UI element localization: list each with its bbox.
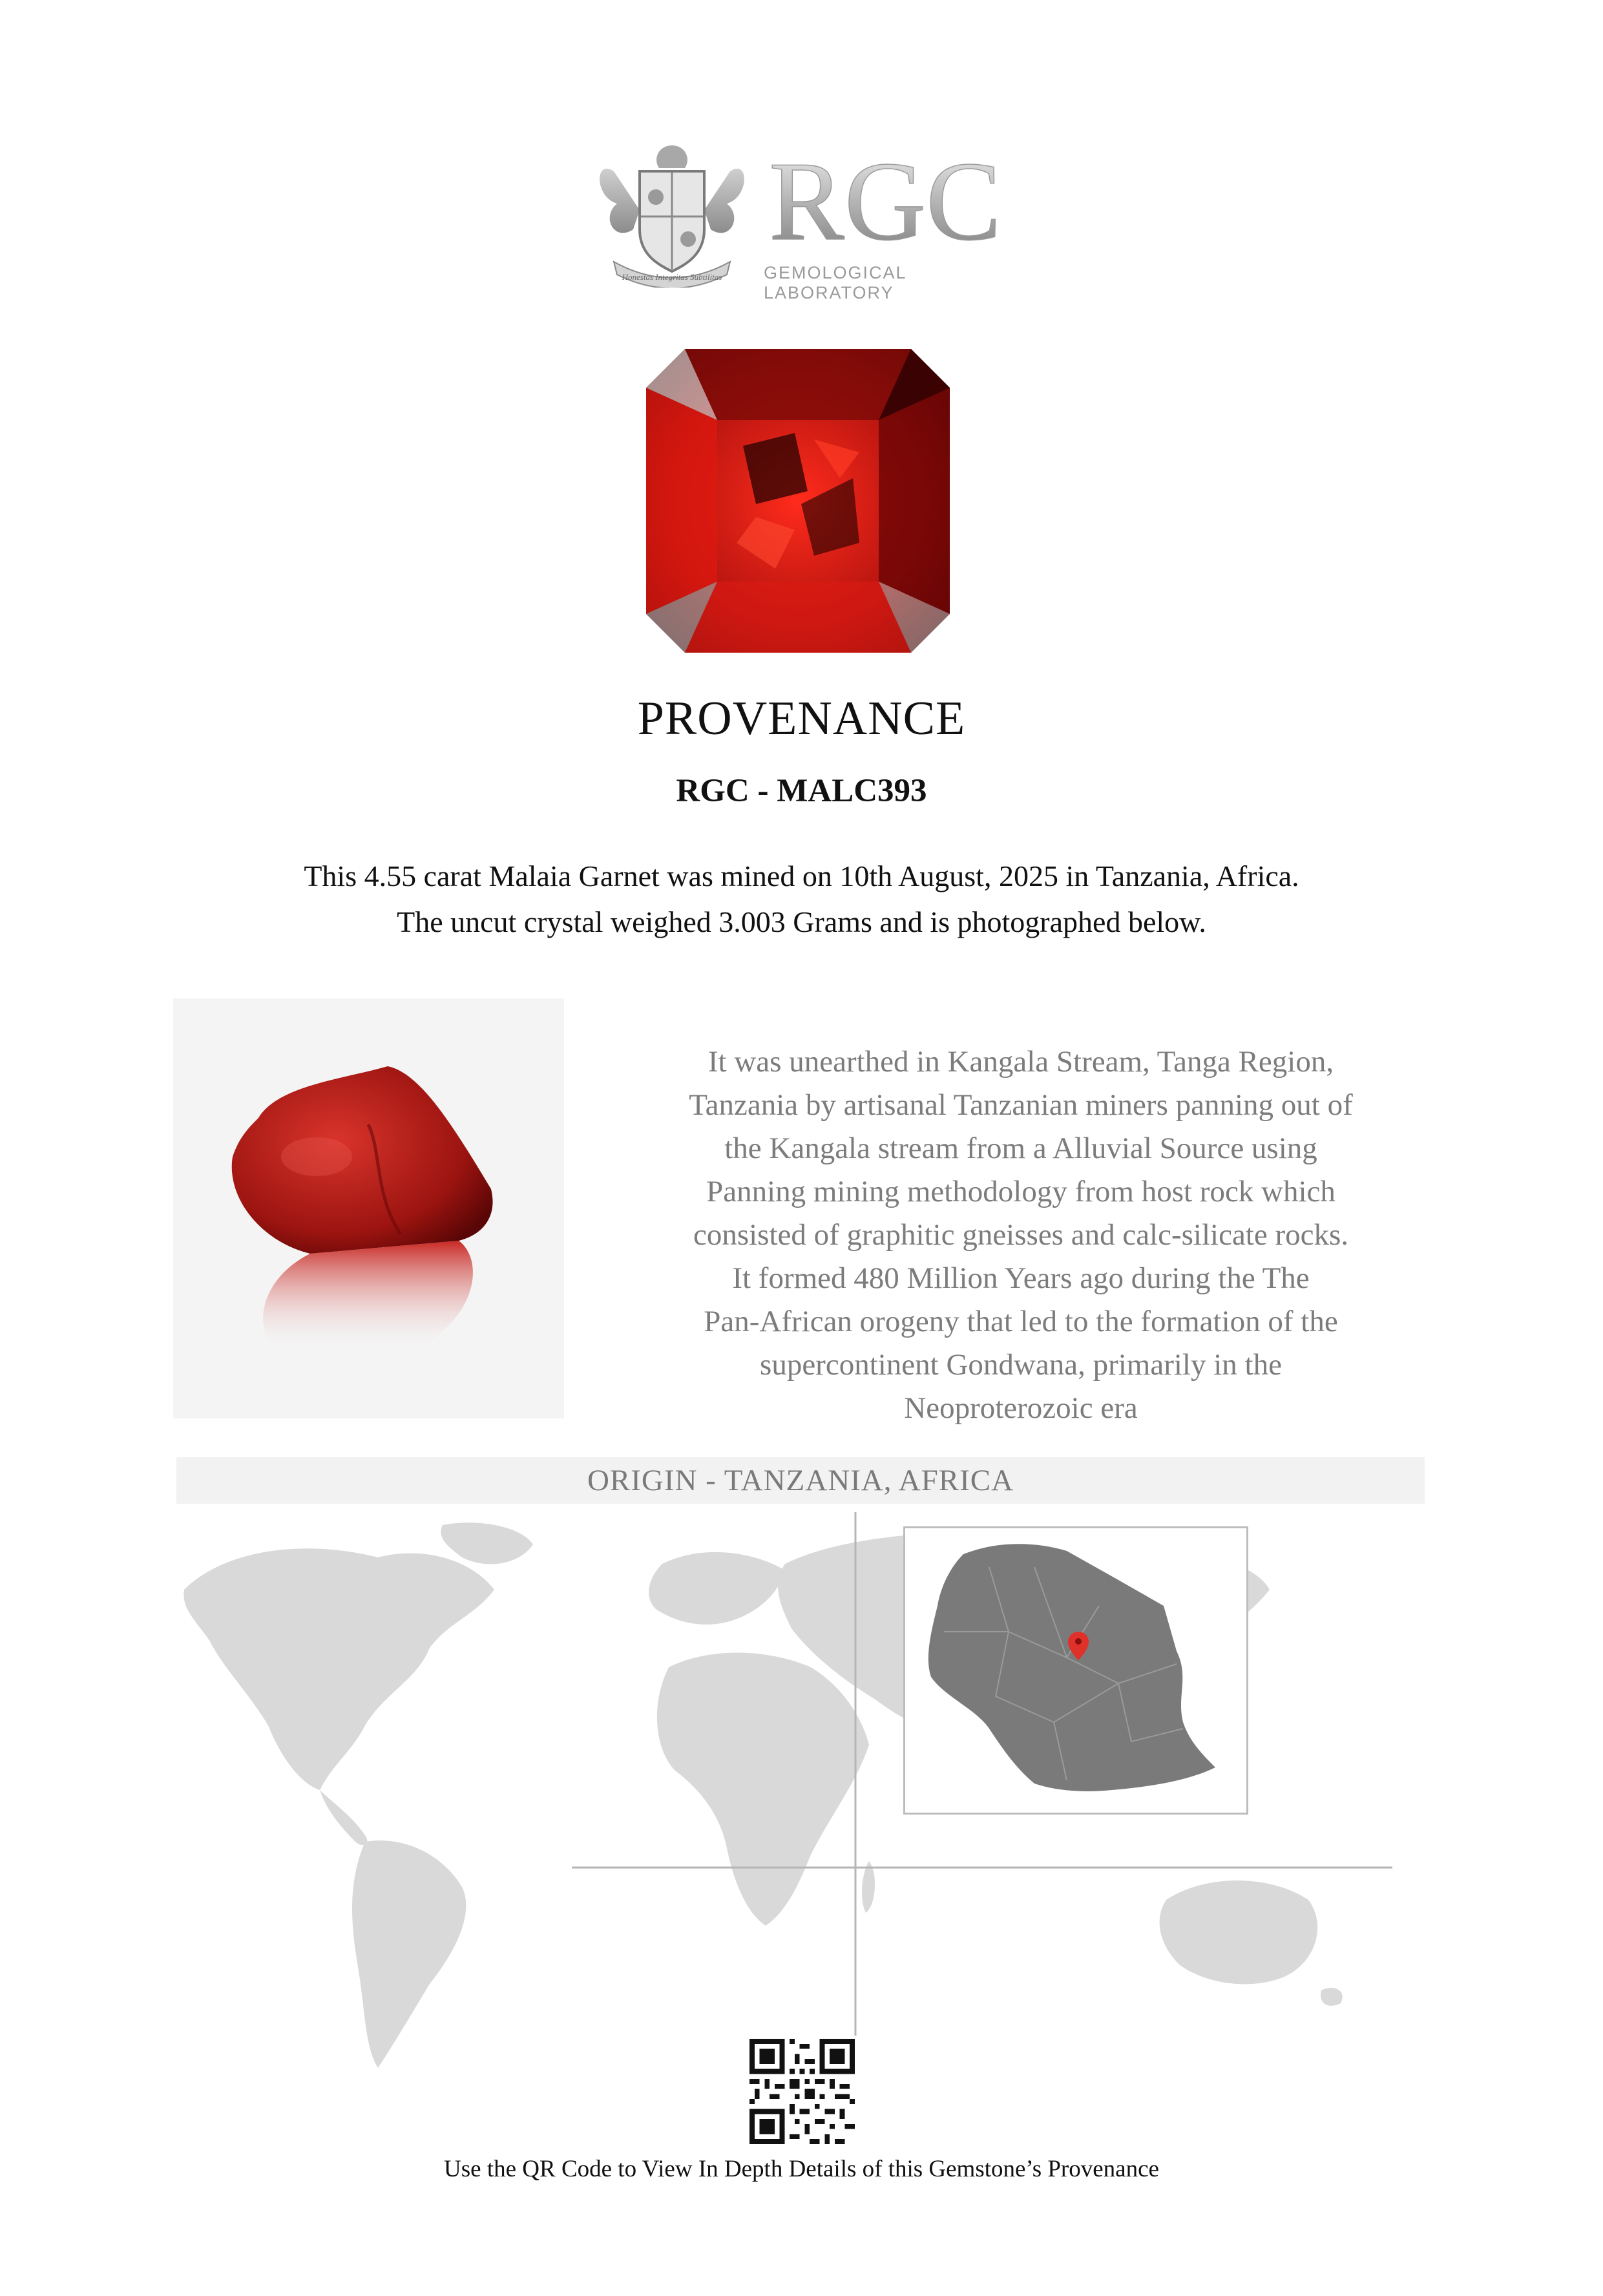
- new-zealand-shape: [1321, 1988, 1343, 2006]
- tanzania-shape: [928, 1544, 1215, 1791]
- qr-caption: Use the QR Code to View In Depth Details of this Gemstone’s Provenance: [444, 2156, 1159, 2182]
- north-america-shape: [183, 1548, 494, 1790]
- qr-code-icon[interactable]: [749, 2039, 855, 2144]
- description-line: the Kangala stream from a Alluvial Source using: [724, 1132, 1317, 1165]
- origin-label: ORIGIN - TANZANIA, AFRICA: [587, 1464, 1014, 1497]
- description-line: Neoproterozoic era: [904, 1391, 1138, 1425]
- madagascar-shape: [862, 1861, 875, 1913]
- greenland-shape: [441, 1522, 533, 1564]
- africa-shape: [657, 1653, 869, 1926]
- description-line: It formed 480 Million Years ago during the The: [732, 1261, 1310, 1295]
- description-line: Tanzania by artisanal Tanzanian miners panning out of: [689, 1088, 1353, 1122]
- rgc-logo: [588, 126, 1008, 300]
- page-title: PROVENANCE: [637, 692, 966, 745]
- intro-line-2: The uncut crystal weighed 3.003 Grams and is photographed below.: [397, 905, 1206, 938]
- tanzania-inset-map: [903, 1526, 1248, 1815]
- australia-shape: [1160, 1880, 1318, 1984]
- central-america-shape: [320, 1790, 367, 1845]
- description-line: It was unearthed in Kangala Stream, Tanga Region,: [707, 1045, 1334, 1079]
- provenance-description: [640, 1040, 1402, 1430]
- description-line: consisted of graphitic gneisses and calc-silicate rocks.: [693, 1218, 1349, 1252]
- rough-crystal-image: [220, 1047, 517, 1383]
- intro-paragraph: [0, 853, 1603, 945]
- intro-line-1: This 4.55 carat Malaia Garnet was mined on 10th August, 2025 in Tanzania, Africa.: [304, 859, 1299, 892]
- crest-motto: Honestas Integritas Subtilitas: [622, 272, 722, 282]
- south-america-shape: [352, 1840, 466, 2068]
- faceted-gem-image: [646, 349, 950, 653]
- europe-shape: [649, 1552, 785, 1625]
- rgc-letters: [762, 139, 1008, 262]
- rgc-text: RGC: [769, 139, 1001, 262]
- logo-subtitle: GEMOLOGICAL LABORATORY: [764, 263, 906, 302]
- reference-code: RGC - MALC393: [676, 773, 927, 809]
- description-line: Pan-African orogeny that led to the formation of the: [704, 1305, 1338, 1338]
- description-line: supercontinent Gondwana, primarily in the: [760, 1348, 1282, 1382]
- crest-icon: [588, 132, 756, 288]
- description-line: Panning mining methodology from host rock which: [706, 1175, 1336, 1208]
